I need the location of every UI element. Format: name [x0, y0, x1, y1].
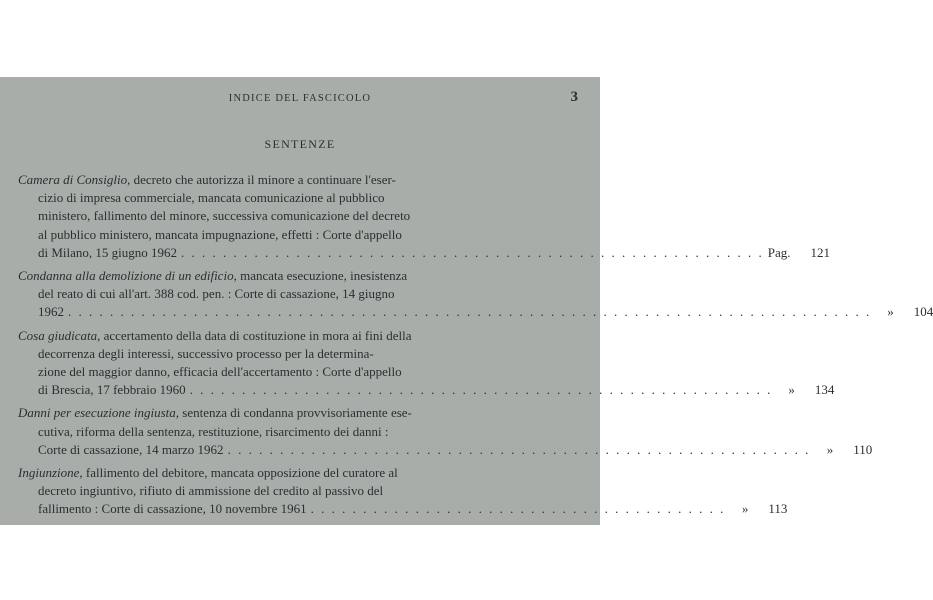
entry-last-line: [18, 244, 831, 262]
entry-text: di Milano, 15 giugno 1962: [38, 244, 178, 260]
entry-text: mancata esecuzione, inesistenza: [236, 268, 408, 284]
entry-text: sentenza di condanna provvisoriamente ese-: [179, 405, 412, 421]
entry-lead: Camera di Consiglio,: [18, 172, 131, 187]
entry-text: fallimento del debitore, mancata opposizione del curatore al: [82, 465, 398, 481]
entry-line: cutiva, riforma della sentenza, restituzione, risarcimento dei danni :: [38, 423, 389, 439]
entry-text: accertamento della data di costituzione in mora ai fini della: [100, 327, 412, 343]
page-ref-number: 134: [814, 382, 835, 398]
entry-text: fallimento : Corte di cassazione, 10 novembre 1961: [38, 501, 307, 517]
entry-last-line: [18, 441, 873, 459]
page-reference: [776, 381, 834, 399]
entry-text: decreto che autorizza il minore a continuare l'eser-: [130, 172, 396, 187]
entry-line: zione del maggior danno, efficacia dell'accertamento : Corte d'appello: [38, 364, 402, 380]
page-ref-mark: »: [826, 441, 834, 457]
page-reference: [729, 500, 787, 518]
leader-dots: . . . . . . . . . . . . . . . . . . . . . . . . . . . . . . . . . . . . . . . . . . . . . . . . . . . . . . . .: [181, 244, 764, 260]
entry-lead: Cosa giudicata,: [18, 327, 101, 343]
entry-lead: Danni per esecuzione ingiusta,: [18, 405, 180, 421]
entry-lead: Condanna alla demolizione di un edificio,: [18, 268, 237, 284]
running-head: INDICE DEL FASCICOLO: [228, 93, 372, 104]
index-entry: [18, 171, 831, 262]
entry-line: [18, 404, 580, 422]
entry-line: decorrenza degli interessi, successivo processo per la determina-: [38, 345, 374, 361]
entry-line: ministero, fallimento del minore, successiva comunicazione del decreto: [38, 208, 411, 224]
page-number: 3: [570, 89, 578, 105]
index-entry: [18, 404, 873, 459]
page-reference: [875, 303, 933, 321]
entry-last-line: [18, 500, 788, 518]
page-ref-mark: »: [741, 501, 749, 517]
leader-dots: . . . . . . . . . . . . . . . . . . . . . . . . . . . . . . . . . . . . . . . .: [310, 501, 726, 517]
page-ref-number: 104: [913, 304, 933, 320]
page-ref-number: 110: [853, 441, 873, 457]
leader-dots: . . . . . . . . . . . . . . . . . . . . . . . . . . . . . . . . . . . . . . . . . . . . . . . . . . . . . . . .: [189, 382, 773, 398]
entry-line: decreto ingiuntivo, rifiuto di ammissione del credito al passivo del: [38, 483, 384, 499]
entry-text: 1962: [38, 304, 64, 320]
page-ref-number: 113: [768, 501, 788, 517]
entry-last-line: [18, 303, 933, 321]
section-title: SENTENZE: [264, 137, 336, 151]
page-ref-number: 121: [810, 244, 831, 260]
entry-last-line: [18, 381, 835, 399]
leader-dots: . . . . . . . . . . . . . . . . . . . . . . . . . . . . . . . . . . . . . . . . . . . . . . . . . . . . . . . . . . . . . . . . . . . . . . . . . . . . .: [68, 304, 872, 320]
leader-dots: . . . . . . . . . . . . . . . . . . . . . . . . . . . . . . . . . . . . . . . . . . . . . . . . . . . . . . . .: [227, 441, 811, 457]
index-entries: [18, 171, 933, 524]
entry-line: al pubblico ministero, mancata impugnazione, effetti : Corte d'appello: [38, 226, 402, 242]
page-reference: [814, 441, 872, 459]
entry-line: del reato di cui all'art. 388 cod. pen. : Corte di cassazione, 14 giugno: [38, 286, 395, 302]
index-entry: [18, 464, 788, 519]
index-entry: [18, 267, 933, 322]
entry-line: [18, 171, 580, 189]
entry-line: [18, 267, 580, 285]
index-entry: [18, 327, 835, 400]
entry-text: Corte di cassazione, 14 marzo 1962: [38, 441, 224, 457]
entry-line: [18, 464, 580, 482]
page-ref-mark: »: [788, 382, 795, 398]
page-reference: [767, 244, 831, 262]
entry-line: cizio di impresa commerciale, mancata comunicazione al pubblico: [38, 190, 385, 206]
entry-lead: Ingiunzione,: [18, 465, 83, 481]
entry-line: [18, 327, 580, 345]
page-ref-mark: »: [887, 304, 894, 320]
book-page: [0, 77, 933, 525]
entry-text: di Brescia, 17 febbraio 1960: [38, 382, 186, 398]
page-ref-mark: Pag.: [767, 244, 791, 260]
